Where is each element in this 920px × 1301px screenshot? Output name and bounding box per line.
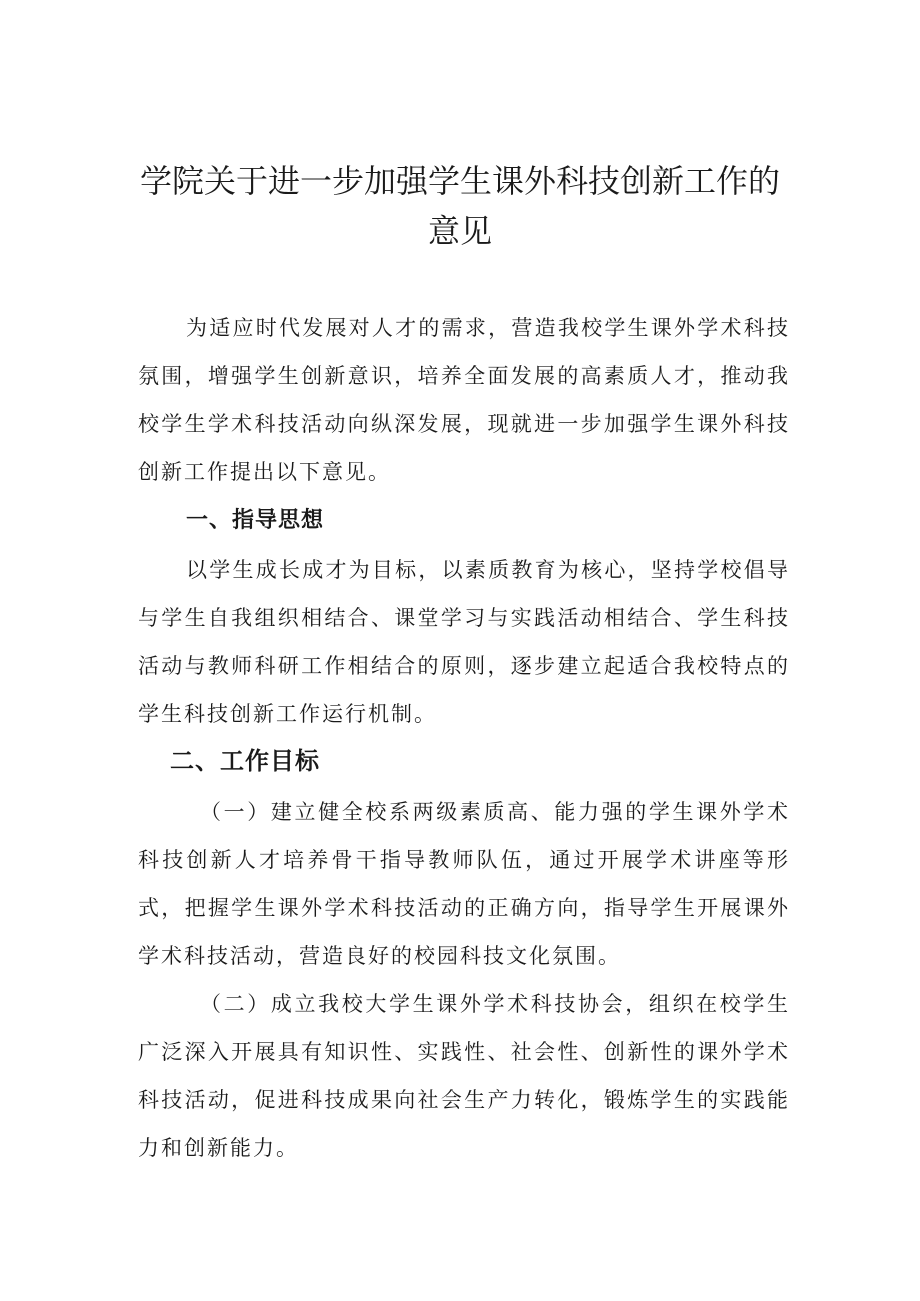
document-title-line1: 学院关于进一步加强学生课外科技创新工作的 <box>139 162 780 200</box>
section2-item1-paragraph: （一）建立健全校系两级素质高、能力强的学生课外学术科技创新人才培养骨干指导教师队伍，通过开展学术讲座等形式，把握学生课外学术科技活动的正确方向，指导学生开展课外学术科技活动，营造良好的校园科技文化氛围。 <box>138 800 790 968</box>
section1-heading: 一、指导思想 <box>186 508 325 533</box>
document-title-line2: 意见 <box>427 212 492 250</box>
intro-paragraph: 为适应时代发展对人才的需求，营造我校学生课外学术科技氛围，增强学生创新意识，培养全面发展的高素质人才，推动我校学生学术科技活动向纵深发展，现就进一步加强学生课外科技创新工作提出以下意见。 <box>138 316 790 484</box>
section2-heading: 二、工作目标 <box>170 747 320 775</box>
section2-item2-paragraph: （二）成立我校大学生课外学术科技协会，组织在校学生广泛深入开展具有知识性、实践性、社会性、创新性的课外学术科技活动，促进科技成果向社会生产力转化，锻炼学生的实践能力和创新能力。 <box>138 992 790 1160</box>
section1-paragraph: 以学生成长成才为目标，以素质教育为核心，坚持学校倡导与学生自我组织相结合、课堂学习与实践活动相结合、学生科技活动与教师科研工作相结合的原则，逐步建立起适合我校特点的学生科技创新工作运行机制。 <box>138 558 790 726</box>
